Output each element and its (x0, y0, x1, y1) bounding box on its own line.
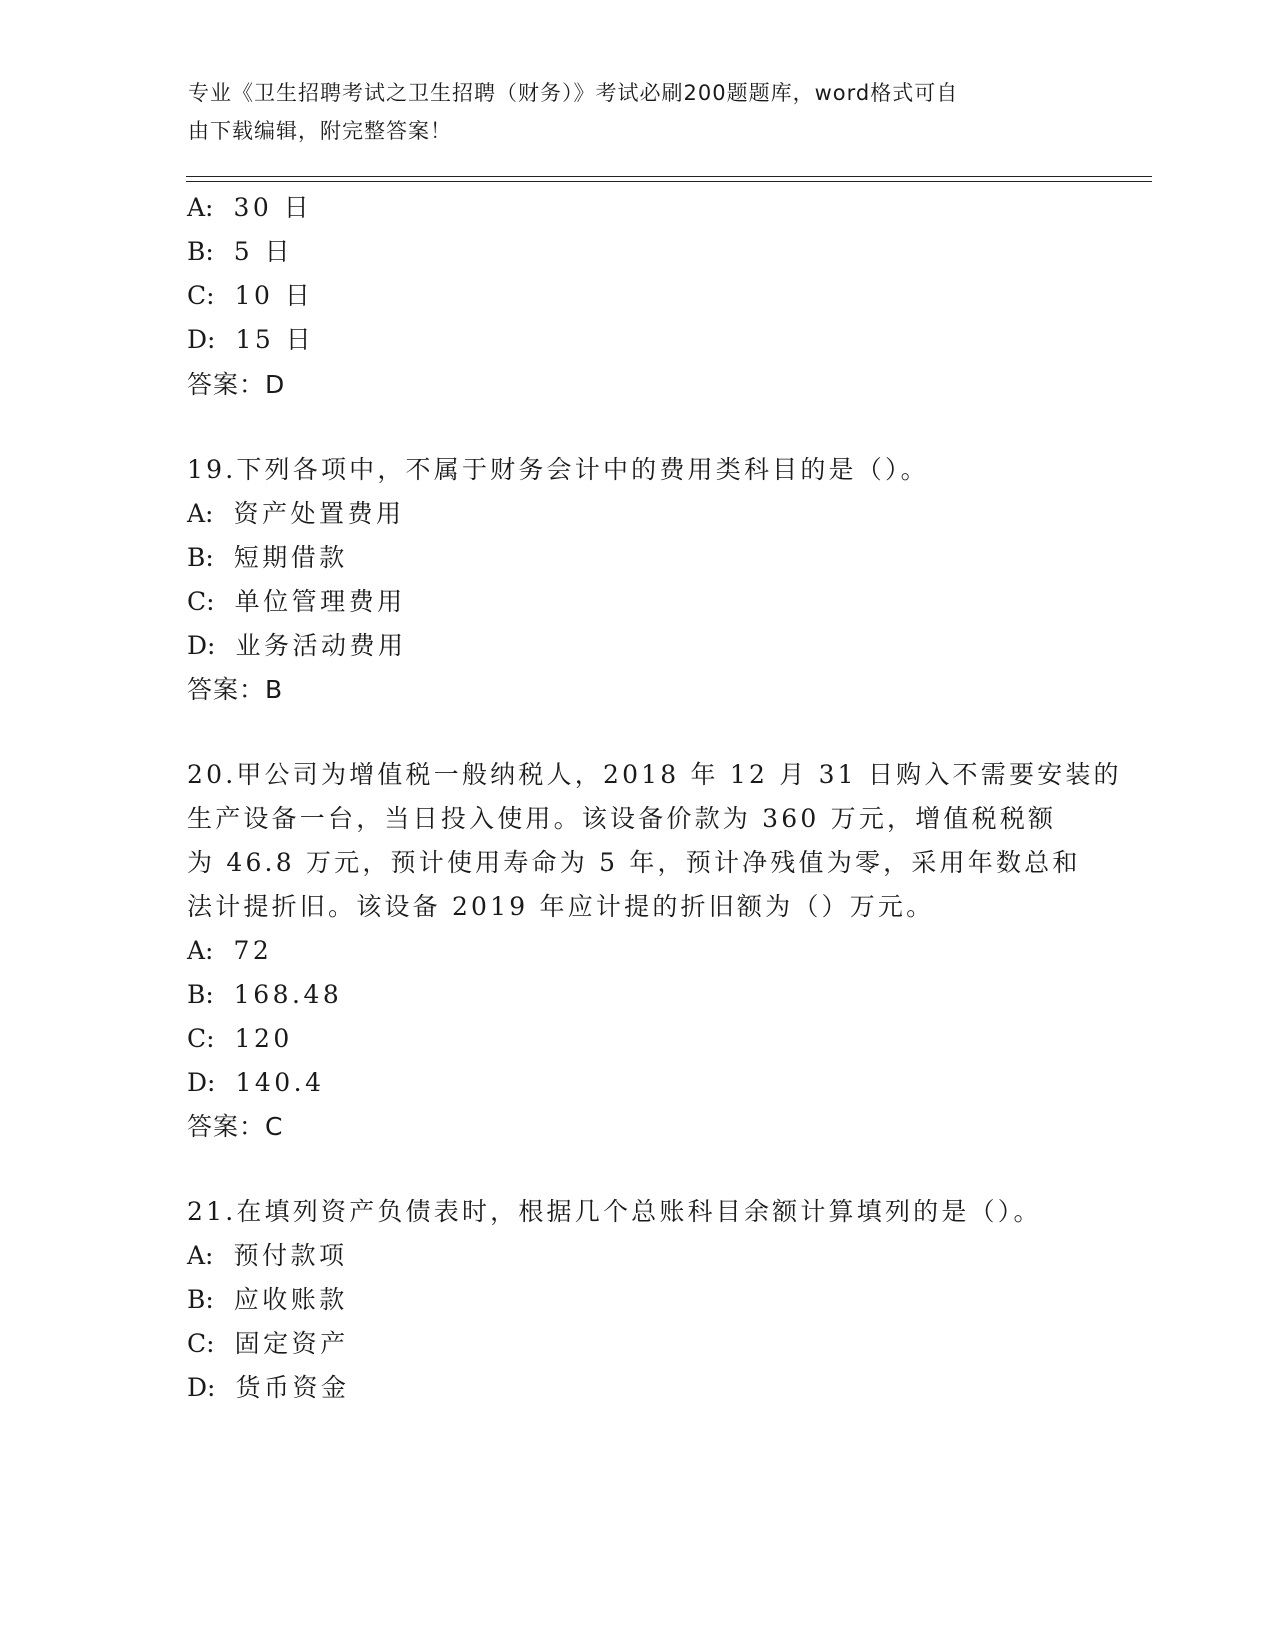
prev-option-c: C: 10 日 (187, 281, 314, 310)
q20-option-a: A: 72 (187, 936, 273, 965)
q19-option-d: D: 业务活动费用 (187, 631, 407, 660)
q20-stem-line-2: 生产设备一台，当日投入使用。该设备价款为 360 万元，增值税税额 (187, 804, 1057, 833)
q20-stem-line-4: 法计提折旧。该设备 2019 年应计提的折旧额为（）万元。 (187, 892, 935, 921)
q20-option-b: B: 168.48 (187, 980, 343, 1009)
header-line-1: 专业《卫生招聘考试之卫生招聘（财务）》考试必刷200题题库，word格式可自 (188, 81, 959, 105)
q20-stem-line-1: 20.甲公司为增值税一般纳税人，2018 年 12 月 31 日购入不需要安装的 (187, 760, 1122, 789)
q19-option-c: C: 单位管理费用 (187, 587, 406, 616)
header-divider-top (186, 176, 1152, 177)
q21-stem: 21.在填列资产负债表时，根据几个总账科目余额计算填列的是（）。 (187, 1197, 1042, 1226)
q20-stem-line-3: 为 46.8 万元，预计使用寿命为 5 年，预计净残值为零，采用年数总和 (187, 848, 1081, 877)
q21-option-a: A: 预付款项 (187, 1241, 348, 1270)
q21-option-c: C: 固定资产 (187, 1329, 349, 1358)
document-header (188, 74, 1068, 150)
prev-option-a: A: 30 日 (187, 193, 313, 222)
q21-option-d: D: 货币资金 (187, 1373, 350, 1402)
q19-option-a: A: 资产处置费用 (187, 499, 405, 528)
header-line-2: 由下载编辑，附完整答案！ (188, 119, 452, 143)
q19-option-b: B: 短期借款 (187, 543, 348, 572)
q20-option-d: D: 140.4 (187, 1068, 325, 1097)
q20-answer: 答案：C (187, 1112, 284, 1141)
q21-option-b: B: 应收账款 (187, 1285, 348, 1314)
q19-stem: 19.下列各项中，不属于财务会计中的费用类科目的是（）。 (187, 455, 929, 484)
q20-option-c: C: 120 (187, 1024, 293, 1053)
prev-option-d: D: 15 日 (187, 325, 315, 354)
header-divider-bottom (186, 181, 1152, 182)
prev-option-b: B: 5 日 (187, 237, 294, 266)
prev-answer: 答案：D (187, 370, 286, 399)
q19-answer: 答案：B (187, 675, 284, 704)
